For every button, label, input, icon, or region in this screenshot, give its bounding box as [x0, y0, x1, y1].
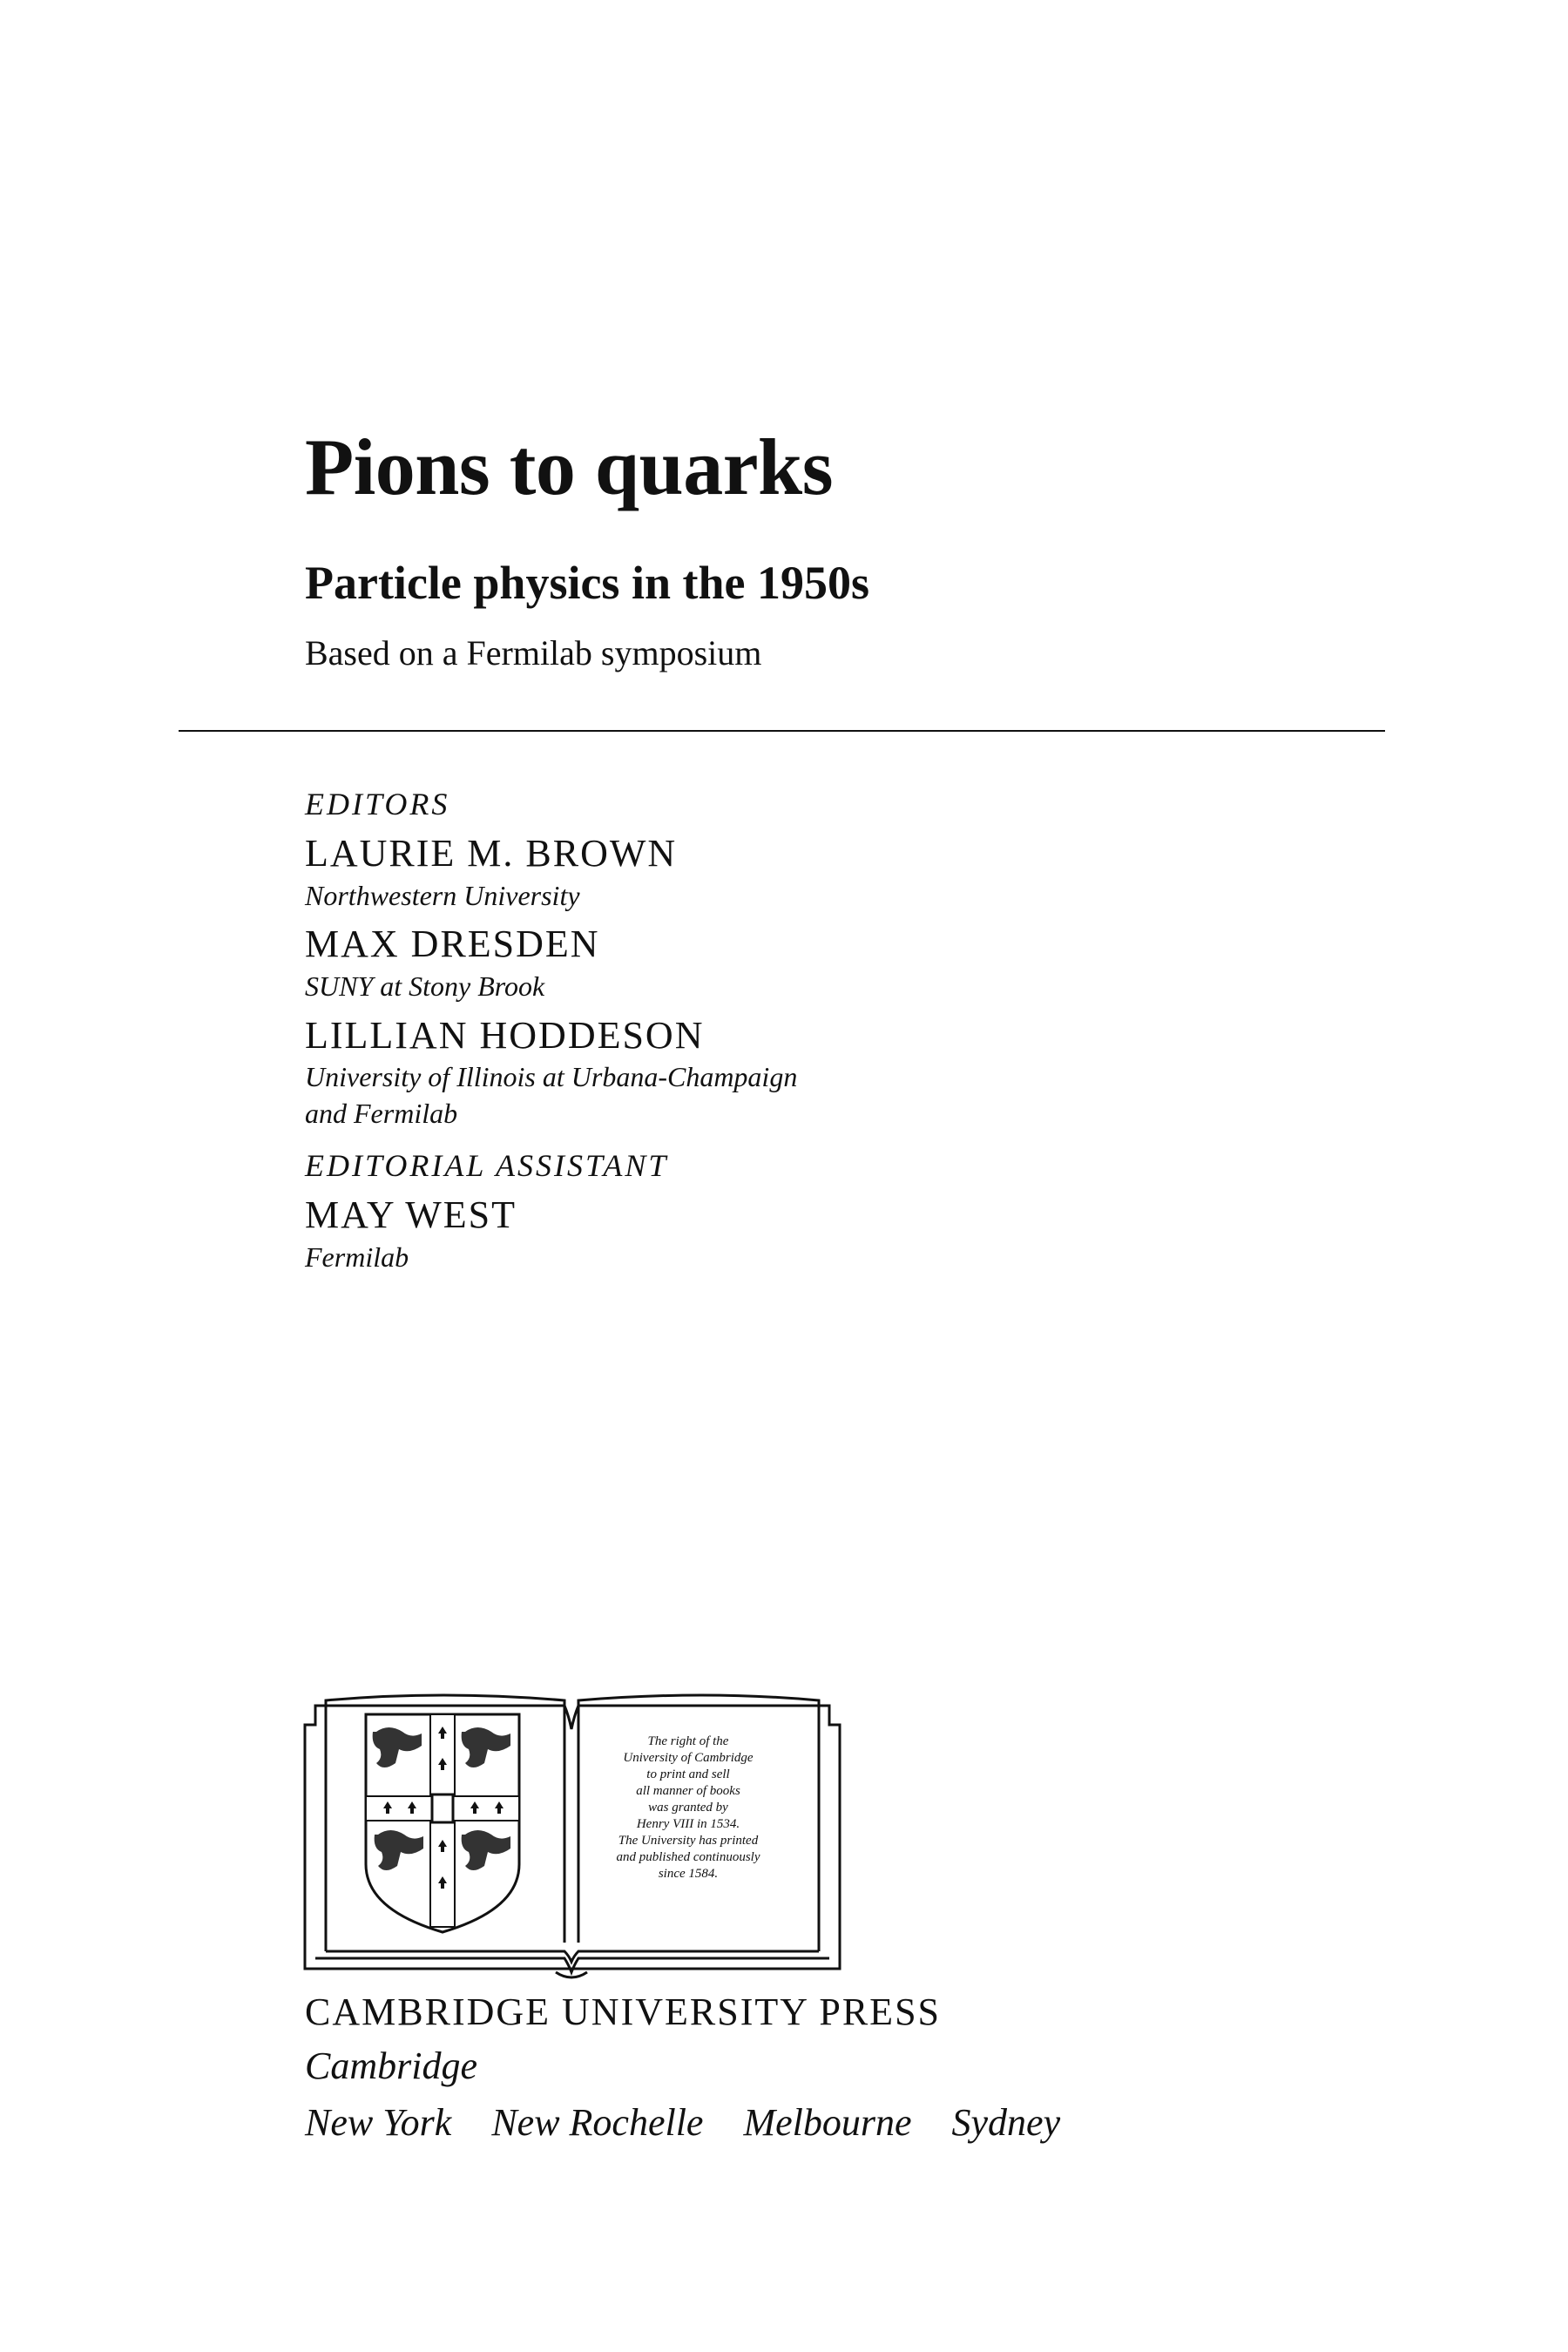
emblem-note-line: The University has printed: [618, 1834, 759, 1848]
city-name: New York: [305, 2101, 452, 2144]
emblem-note-line: to print and sell: [646, 1767, 730, 1781]
city-name: Melbourne: [743, 2101, 912, 2144]
emblem-note-line: and published continuously: [616, 1850, 760, 1864]
emblem-note-line: since 1584.: [658, 1867, 719, 1881]
publisher-name: CAMBRIDGE UNIVERSITY PRESS: [305, 1990, 942, 2033]
emblem-note-line: all manner of books: [636, 1784, 740, 1798]
emblem-note-line: The right of the: [647, 1734, 729, 1748]
emblem-note: [584, 1734, 793, 1882]
editor-affiliation: University of Illinois at Urbana-Champaign: [305, 1061, 798, 1092]
editor-affiliation: Northwestern University: [305, 880, 580, 911]
shield-icon: [366, 1714, 519, 1932]
city-name: Sydney: [951, 2101, 1061, 2144]
editor-name: MAX DRESDEN: [305, 923, 600, 965]
assistant-name: MAY WEST: [305, 1193, 517, 1236]
book-subtitle: Particle physics in the 1950s: [305, 557, 869, 609]
editor-affiliation: and Fermilab: [305, 1098, 458, 1129]
publisher-cities: [305, 2101, 1100, 2144]
editors-heading: EDITORS: [305, 787, 450, 821]
book-basis: Based on a Fermilab symposium: [305, 633, 762, 672]
emblem-note-line: Henry VIII in 1534.: [636, 1817, 740, 1831]
emblem-note-line: University of Cambridge: [623, 1751, 754, 1765]
publisher-city: Cambridge: [305, 2044, 477, 2087]
editorial-assistant-heading: EDITORIAL ASSISTANT: [305, 1148, 669, 1183]
assistant-affiliation: Fermilab: [305, 1241, 409, 1273]
title-divider: [179, 730, 1385, 732]
city-name: New Rochelle: [491, 2101, 704, 2144]
emblem-note-line: was granted by: [648, 1801, 728, 1815]
editor-affiliation: SUNY at Stony Brook: [305, 970, 545, 1002]
book-title: Pions to quarks: [305, 422, 833, 511]
editor-name: LAURIE M. BROWN: [305, 832, 678, 875]
editor-name: LILLIAN HODDESON: [305, 1014, 705, 1057]
